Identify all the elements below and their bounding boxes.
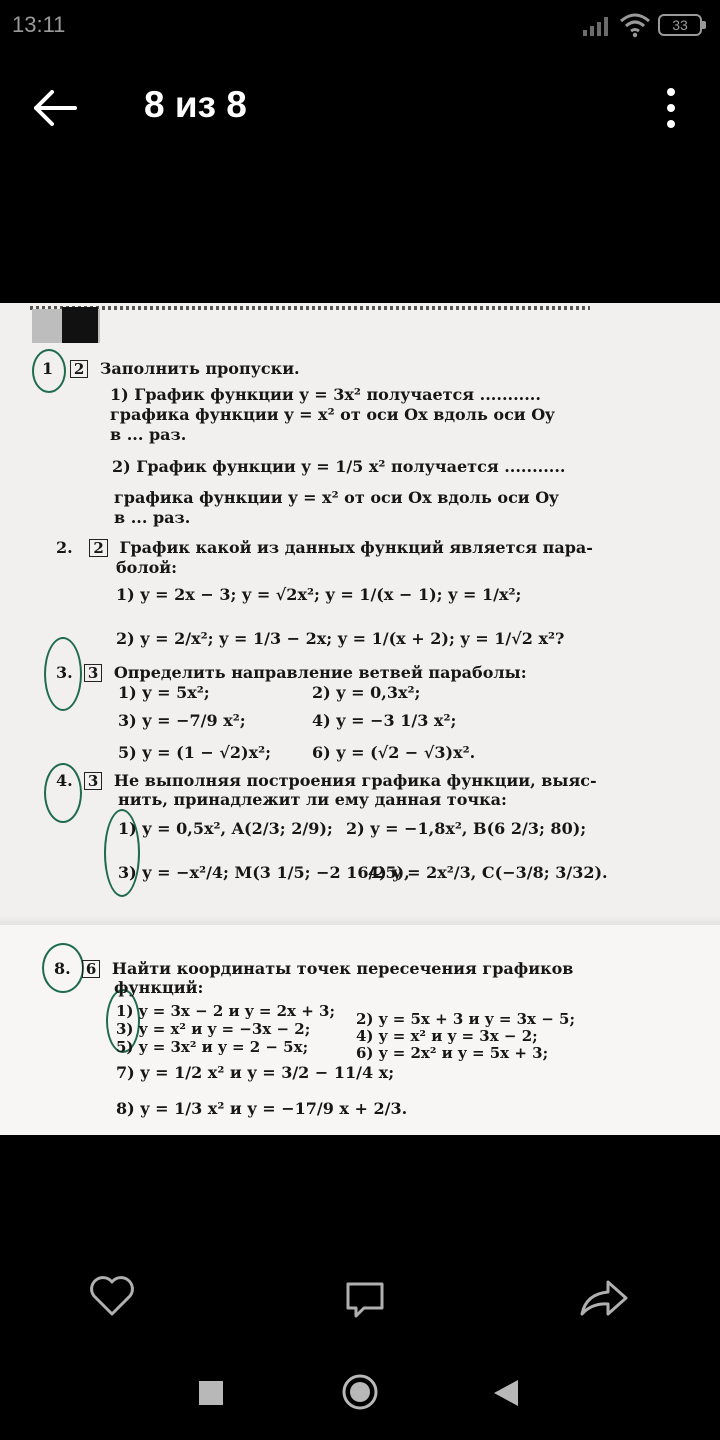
share-icon[interactable] [578, 1278, 630, 1320]
task-item: 7) y = 1/2 x² и y = 3/2 − 11/4 x; [116, 1063, 395, 1082]
task-number: 2. [56, 538, 73, 557]
task-item: 6) y = (√2 − √3)x². [312, 743, 476, 762]
circle-icon[interactable] [340, 1372, 380, 1412]
task-line: нить, принадлежит ли ему данная точка: [118, 790, 507, 809]
photo-image[interactable] [0, 303, 720, 1135]
back-arrow-icon[interactable] [30, 85, 80, 131]
task-points: 2 [89, 539, 107, 557]
more-options-icon[interactable] [656, 86, 686, 130]
task-item: 1) y = 0,5x², A(2/3; 2/9); [118, 819, 333, 838]
task-line: функций: [114, 978, 204, 997]
task1-header [42, 359, 300, 379]
wifi-icon [619, 12, 651, 38]
task-item: 8) y = 1/3 x² и y = −17/9 x + 2/3. [116, 1099, 408, 1118]
task-line: График какой из данных функций является пара- [119, 538, 593, 557]
task-item: 3) y = −x²/4; M(3 1/5; −2 16/25), [118, 863, 410, 882]
triangle-icon[interactable] [492, 1378, 520, 1408]
task-item: 5) y = (1 − √2)x²; [118, 743, 272, 762]
task-title: Определить направление ветвей параболы: [113, 663, 527, 682]
task-item: 3) y = −7/9 x²; [118, 711, 246, 730]
paper-perforation [30, 306, 590, 310]
task-number: 8. [54, 959, 71, 978]
task-line: 1) График функции y = 3x² получается ........... [110, 385, 541, 404]
battery-level: 33 [672, 17, 688, 33]
task-points: 3 [84, 772, 102, 790]
task-item: 6) y = 2x² и y = 5x + 3; [356, 1044, 549, 1062]
comment-icon[interactable] [342, 1278, 388, 1322]
task-item: 1) y = 3x − 2 и y = 2x + 3; [116, 1002, 335, 1020]
task-item: 4) y = x² и y = 3x − 2; [356, 1027, 538, 1045]
task-line: графика функции y = x² от оси Ox вдоль оси Oy [110, 405, 555, 424]
signal-icon [581, 14, 611, 36]
task-title: Заполнить пропуски. [99, 359, 300, 378]
task-line: болой: [116, 558, 178, 577]
task-line: в ... раз. [110, 425, 187, 444]
task-line: 1) y = 2x − 3; y = √2x²; y = 1/(x − 1); y = 1/x²; [116, 585, 522, 604]
task-points: 6 [82, 960, 100, 978]
task-number: 1 [42, 359, 54, 378]
task-item: 2) y = 0,3x²; [312, 683, 421, 702]
task-item: 5) y = 3x² и y = 2 − 5x; [116, 1038, 309, 1056]
battery-icon [658, 14, 708, 36]
task-points: 2 [70, 360, 88, 378]
task-item: 2) y = 5x + 3 и y = 3x − 5; [356, 1010, 575, 1028]
page-title: 8 из 8 [144, 84, 247, 125]
task3-header [56, 663, 527, 683]
task-line: 2) График функции y = 1/5 x² получается ........... [112, 457, 566, 476]
task-points: 3 [84, 664, 102, 682]
task-line: Найти координаты точек пересечения графиков [111, 959, 574, 978]
task-item: 4) y = 2x²/3, C(−3/8; 3/32). [368, 863, 608, 882]
status-bar [0, 0, 720, 50]
task8-header [54, 959, 573, 979]
status-time: 13:11 [12, 12, 66, 37]
task-item: 1) y = 5x²; [118, 683, 210, 702]
task-line: в ... раз. [114, 508, 191, 527]
task2-header [56, 538, 593, 558]
task-item: 3) y = x² и y = −3x − 2; [116, 1020, 311, 1038]
square-icon[interactable] [198, 1380, 224, 1406]
task-item: 2) y = −1,8x², B(6 2/3; 80); [346, 819, 587, 838]
task-line: Не выполняя построения графика функции, выяс- [113, 771, 597, 790]
task-line: 2) y = 2/x²; y = 1/3 − 2x; y = 1/(x + 2); y = 1/√2 x²? [116, 629, 565, 648]
task-line: графика функции y = x² от оси Ox вдоль оси Oy [114, 488, 559, 507]
task-item: 4) y = −3 1/3 x²; [312, 711, 457, 730]
task-number: 3. [56, 663, 73, 682]
task4-header [56, 771, 597, 791]
task-number: 4. [56, 771, 73, 790]
heart-icon[interactable] [88, 1274, 136, 1318]
tape-mark-dark [62, 307, 98, 343]
